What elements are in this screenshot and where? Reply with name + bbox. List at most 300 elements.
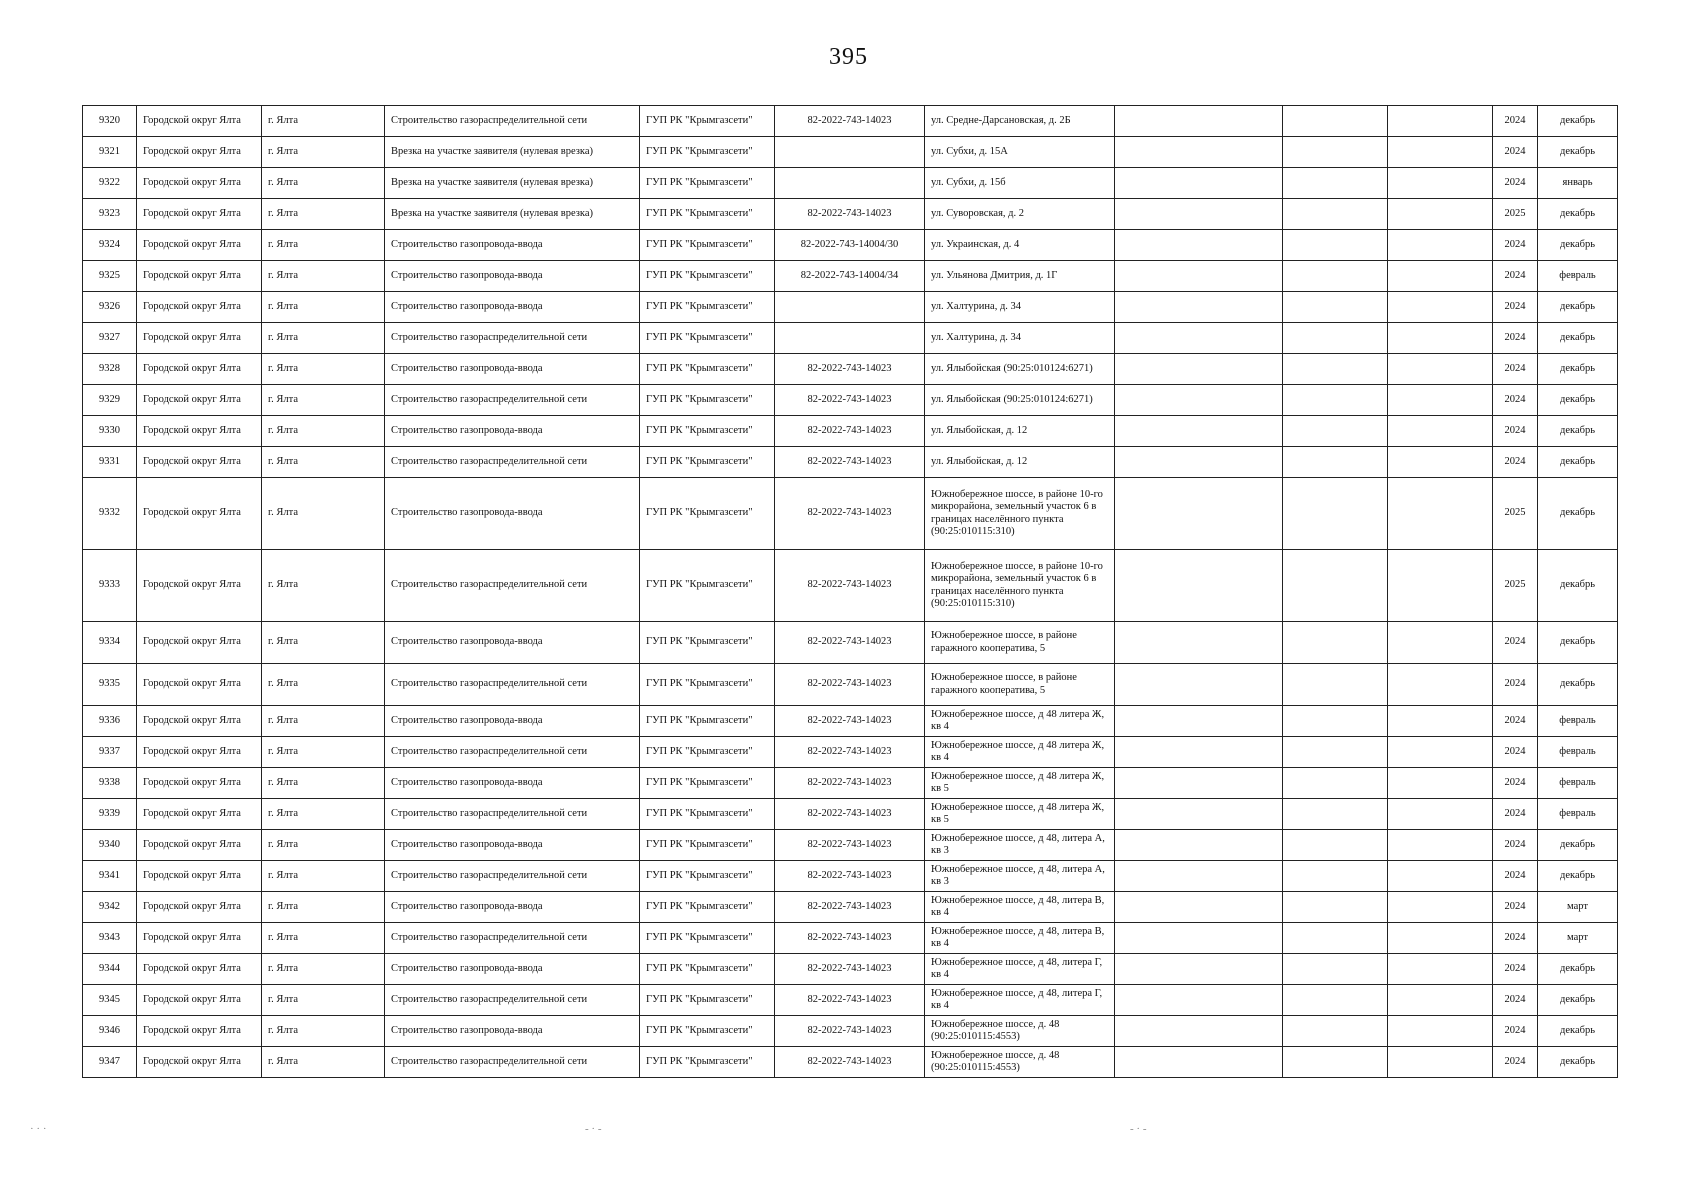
- cell-empty: [1115, 985, 1283, 1016]
- table-row: [83, 830, 1618, 861]
- cell-request-number: 82-2022-743-14023: [775, 861, 925, 892]
- cell-request-number: [775, 137, 925, 168]
- cell-empty: [1388, 106, 1493, 137]
- table-row: [83, 199, 1618, 230]
- cell-operator: ГУП РК "Крымгазсети": [640, 261, 775, 292]
- cell-work-type: Строительство газопровода-ввода: [385, 478, 640, 550]
- cell-number: 9343: [83, 923, 137, 954]
- cell-request-number: 82-2022-743-14023: [775, 106, 925, 137]
- cell-request-number: 82-2022-743-14023: [775, 1016, 925, 1047]
- cell-empty: [1388, 354, 1493, 385]
- cell-empty: [1115, 954, 1283, 985]
- cell-year: 2024: [1493, 354, 1538, 385]
- cell-request-number: 82-2022-743-14004/34: [775, 261, 925, 292]
- cell-empty: [1388, 737, 1493, 768]
- cell-month: декабрь: [1538, 230, 1618, 261]
- cell-number: 9337: [83, 737, 137, 768]
- cell-work-type: Строительство газопровода-ввода: [385, 830, 640, 861]
- cell-operator: ГУП РК "Крымгазсети": [640, 550, 775, 622]
- cell-year: 2024: [1493, 799, 1538, 830]
- cell-request-number: 82-2022-743-14023: [775, 892, 925, 923]
- cell-municipality: Городской округ Ялта: [137, 892, 262, 923]
- cell-month: декабрь: [1538, 550, 1618, 622]
- cell-empty: [1115, 830, 1283, 861]
- cell-month: январь: [1538, 168, 1618, 199]
- cell-municipality: Городской округ Ялта: [137, 1016, 262, 1047]
- cell-empty: [1283, 1047, 1388, 1078]
- cell-municipality: Городской округ Ялта: [137, 478, 262, 550]
- cell-number: 9341: [83, 861, 137, 892]
- cell-settlement: г. Ялта: [262, 799, 385, 830]
- cell-empty: [1115, 664, 1283, 706]
- cell-request-number: 82-2022-743-14023: [775, 923, 925, 954]
- cell-operator: ГУП РК "Крымгазсети": [640, 954, 775, 985]
- cell-settlement: г. Ялта: [262, 954, 385, 985]
- cell-work-type: Врезка на участке заявителя (нулевая врезка): [385, 168, 640, 199]
- cell-work-type: Строительство газораспределительной сети: [385, 985, 640, 1016]
- cell-settlement: г. Ялта: [262, 385, 385, 416]
- cell-year: 2024: [1493, 137, 1538, 168]
- table-row: [83, 622, 1618, 664]
- scan-artifact: · · ·: [30, 1123, 47, 1135]
- cell-empty: [1283, 230, 1388, 261]
- cell-month: декабрь: [1538, 622, 1618, 664]
- cell-year: 2024: [1493, 664, 1538, 706]
- cell-settlement: г. Ялта: [262, 1016, 385, 1047]
- cell-number: 9320: [83, 106, 137, 137]
- cell-municipality: Городской округ Ялта: [137, 261, 262, 292]
- cell-year: 2024: [1493, 230, 1538, 261]
- cell-empty: [1283, 923, 1388, 954]
- cell-number: 9325: [83, 261, 137, 292]
- cell-empty: [1388, 1047, 1493, 1078]
- cell-request-number: 82-2022-743-14023: [775, 478, 925, 550]
- cell-empty: [1388, 292, 1493, 323]
- cell-empty: [1115, 768, 1283, 799]
- table-row: [83, 1047, 1618, 1078]
- table-row: [83, 799, 1618, 830]
- cell-empty: [1115, 416, 1283, 447]
- cell-operator: ГУП РК "Крымгазсети": [640, 830, 775, 861]
- cell-request-number: [775, 168, 925, 199]
- cell-settlement: г. Ялта: [262, 830, 385, 861]
- cell-operator: ГУП РК "Крымгазсети": [640, 323, 775, 354]
- cell-municipality: Городской округ Ялта: [137, 861, 262, 892]
- cell-empty: [1115, 550, 1283, 622]
- cell-empty: [1388, 447, 1493, 478]
- cell-empty: [1283, 1016, 1388, 1047]
- cell-address: ул. Халтурина, д. 34: [925, 292, 1115, 323]
- cell-empty: [1115, 385, 1283, 416]
- cell-municipality: Городской округ Ялта: [137, 230, 262, 261]
- cell-empty: [1388, 768, 1493, 799]
- cell-month: февраль: [1538, 261, 1618, 292]
- cell-empty: [1283, 892, 1388, 923]
- cell-settlement: г. Ялта: [262, 416, 385, 447]
- cell-request-number: 82-2022-743-14023: [775, 954, 925, 985]
- cell-year: 2024: [1493, 985, 1538, 1016]
- cell-address: ул. Субхи, д. 15б: [925, 168, 1115, 199]
- cell-settlement: г. Ялта: [262, 892, 385, 923]
- cell-settlement: г. Ялта: [262, 199, 385, 230]
- cell-empty: [1115, 106, 1283, 137]
- cell-settlement: г. Ялта: [262, 861, 385, 892]
- cell-number: 9321: [83, 137, 137, 168]
- cell-number: 9328: [83, 354, 137, 385]
- cell-work-type: Строительство газопровода-ввода: [385, 954, 640, 985]
- cell-work-type: Строительство газораспределительной сети: [385, 664, 640, 706]
- cell-operator: ГУП РК "Крымгазсети": [640, 799, 775, 830]
- cell-operator: ГУП РК "Крымгазсети": [640, 199, 775, 230]
- cell-empty: [1115, 923, 1283, 954]
- cell-number: 9324: [83, 230, 137, 261]
- cell-operator: ГУП РК "Крымгазсети": [640, 985, 775, 1016]
- cell-empty: [1283, 199, 1388, 230]
- cell-empty: [1283, 799, 1388, 830]
- cell-empty: [1388, 830, 1493, 861]
- cell-number: 9329: [83, 385, 137, 416]
- cell-year: 2024: [1493, 622, 1538, 664]
- cell-operator: ГУП РК "Крымгазсети": [640, 622, 775, 664]
- cell-empty: [1115, 1047, 1283, 1078]
- cell-month: декабрь: [1538, 385, 1618, 416]
- cell-settlement: г. Ялта: [262, 447, 385, 478]
- cell-address: Южнобережное шоссе, д. 48 (90:25:010115:4553): [925, 1016, 1115, 1047]
- cell-operator: ГУП РК "Крымгазсети": [640, 892, 775, 923]
- page-number: 395: [829, 44, 868, 70]
- gasification-table: [82, 105, 1618, 1078]
- cell-empty: [1388, 622, 1493, 664]
- cell-municipality: Городской округ Ялта: [137, 923, 262, 954]
- table-row: [83, 550, 1618, 622]
- cell-number: 9344: [83, 954, 137, 985]
- cell-month: февраль: [1538, 737, 1618, 768]
- cell-month: февраль: [1538, 799, 1618, 830]
- cell-address: Южнобережное шоссе, д 48 литера Ж, кв 5: [925, 768, 1115, 799]
- cell-settlement: г. Ялта: [262, 550, 385, 622]
- cell-address: Южнобережное шоссе, д. 48 (90:25:010115:4553): [925, 1047, 1115, 1078]
- cell-month: декабрь: [1538, 199, 1618, 230]
- cell-empty: [1283, 447, 1388, 478]
- cell-empty: [1283, 354, 1388, 385]
- cell-empty: [1388, 923, 1493, 954]
- cell-municipality: Городской округ Ялта: [137, 768, 262, 799]
- cell-year: 2025: [1493, 199, 1538, 230]
- cell-empty: [1115, 861, 1283, 892]
- cell-empty: [1388, 137, 1493, 168]
- table-row: [83, 954, 1618, 985]
- cell-settlement: г. Ялта: [262, 354, 385, 385]
- cell-empty: [1388, 861, 1493, 892]
- cell-month: декабрь: [1538, 1016, 1618, 1047]
- cell-work-type: Строительство газораспределительной сети: [385, 799, 640, 830]
- cell-operator: ГУП РК "Крымгазсети": [640, 354, 775, 385]
- cell-address: Южнобережное шоссе, д 48, литера А, кв 3: [925, 830, 1115, 861]
- cell-number: 9335: [83, 664, 137, 706]
- cell-year: 2024: [1493, 106, 1538, 137]
- cell-municipality: Городской округ Ялта: [137, 799, 262, 830]
- cell-request-number: 82-2022-743-14023: [775, 447, 925, 478]
- cell-municipality: Городской округ Ялта: [137, 137, 262, 168]
- cell-settlement: г. Ялта: [262, 923, 385, 954]
- cell-empty: [1115, 478, 1283, 550]
- cell-number: 9322: [83, 168, 137, 199]
- cell-month: февраль: [1538, 706, 1618, 737]
- cell-month: март: [1538, 923, 1618, 954]
- cell-operator: ГУП РК "Крымгазсети": [640, 478, 775, 550]
- cell-work-type: Строительство газораспределительной сети: [385, 447, 640, 478]
- cell-empty: [1283, 830, 1388, 861]
- cell-empty: [1115, 168, 1283, 199]
- table-row: [83, 768, 1618, 799]
- cell-settlement: г. Ялта: [262, 1047, 385, 1078]
- cell-month: февраль: [1538, 768, 1618, 799]
- cell-settlement: г. Ялта: [262, 737, 385, 768]
- cell-work-type: Строительство газораспределительной сети: [385, 1047, 640, 1078]
- table-row: [83, 478, 1618, 550]
- cell-address: Южнобережное шоссе, д 48 литера Ж, кв 4: [925, 737, 1115, 768]
- cell-empty: [1388, 550, 1493, 622]
- cell-empty: [1388, 168, 1493, 199]
- cell-empty: [1283, 416, 1388, 447]
- cell-number: 9334: [83, 622, 137, 664]
- cell-operator: ГУП РК "Крымгазсети": [640, 664, 775, 706]
- cell-work-type: Строительство газораспределительной сети: [385, 737, 640, 768]
- cell-month: декабрь: [1538, 416, 1618, 447]
- cell-empty: [1388, 385, 1493, 416]
- cell-number: 9336: [83, 706, 137, 737]
- cell-number: 9331: [83, 447, 137, 478]
- table-row: [83, 706, 1618, 737]
- table-body: [83, 106, 1618, 1078]
- cell-request-number: 82-2022-743-14023: [775, 199, 925, 230]
- cell-address: Южнобережное шоссе, д 48, литера В, кв 4: [925, 892, 1115, 923]
- cell-request-number: 82-2022-743-14004/30: [775, 230, 925, 261]
- cell-municipality: Городской округ Ялта: [137, 292, 262, 323]
- cell-empty: [1283, 550, 1388, 622]
- cell-empty: [1115, 137, 1283, 168]
- cell-year: 2024: [1493, 737, 1538, 768]
- cell-empty: [1115, 447, 1283, 478]
- table-row: [83, 861, 1618, 892]
- cell-work-type: Строительство газопровода-ввода: [385, 416, 640, 447]
- cell-empty: [1388, 478, 1493, 550]
- cell-empty: [1283, 261, 1388, 292]
- table-row: [83, 737, 1618, 768]
- table-row: [83, 416, 1618, 447]
- cell-number: 9342: [83, 892, 137, 923]
- cell-address: ул. Суворовская, д. 2: [925, 199, 1115, 230]
- cell-municipality: Городской округ Ялта: [137, 447, 262, 478]
- cell-request-number: 82-2022-743-14023: [775, 985, 925, 1016]
- cell-month: декабрь: [1538, 861, 1618, 892]
- cell-number: 9323: [83, 199, 137, 230]
- cell-number: 9340: [83, 830, 137, 861]
- cell-municipality: Городской округ Ялта: [137, 385, 262, 416]
- cell-number: 9347: [83, 1047, 137, 1078]
- cell-empty: [1115, 737, 1283, 768]
- cell-operator: ГУП РК "Крымгазсети": [640, 768, 775, 799]
- cell-municipality: Городской округ Ялта: [137, 199, 262, 230]
- cell-year: 2024: [1493, 1047, 1538, 1078]
- cell-work-type: Строительство газопровода-ввода: [385, 892, 640, 923]
- cell-request-number: 82-2022-743-14023: [775, 622, 925, 664]
- table-row: [83, 137, 1618, 168]
- cell-address: ул. Украинская, д. 4: [925, 230, 1115, 261]
- cell-address: Южнобережное шоссе, д 48, литера В, кв 4: [925, 923, 1115, 954]
- cell-address: ул. Ялыбойская, д. 12: [925, 416, 1115, 447]
- cell-number: 9327: [83, 323, 137, 354]
- table-row: [83, 385, 1618, 416]
- cell-settlement: г. Ялта: [262, 985, 385, 1016]
- cell-operator: ГУП РК "Крымгазсети": [640, 385, 775, 416]
- cell-settlement: г. Ялта: [262, 168, 385, 199]
- cell-month: декабрь: [1538, 323, 1618, 354]
- cell-settlement: г. Ялта: [262, 664, 385, 706]
- cell-municipality: Городской округ Ялта: [137, 737, 262, 768]
- cell-request-number: 82-2022-743-14023: [775, 550, 925, 622]
- cell-operator: ГУП РК "Крымгазсети": [640, 137, 775, 168]
- cell-empty: [1115, 261, 1283, 292]
- cell-work-type: Строительство газораспределительной сети: [385, 323, 640, 354]
- cell-empty: [1388, 416, 1493, 447]
- cell-settlement: г. Ялта: [262, 261, 385, 292]
- cell-work-type: Строительство газопровода-ввода: [385, 354, 640, 385]
- cell-operator: ГУП РК "Крымгазсети": [640, 1016, 775, 1047]
- cell-work-type: Строительство газораспределительной сети: [385, 550, 640, 622]
- cell-empty: [1388, 230, 1493, 261]
- cell-empty: [1388, 799, 1493, 830]
- cell-empty: [1115, 706, 1283, 737]
- table-row: [83, 261, 1618, 292]
- cell-empty: [1283, 664, 1388, 706]
- cell-year: 2024: [1493, 768, 1538, 799]
- cell-settlement: г. Ялта: [262, 622, 385, 664]
- cell-address: Южнобережное шоссе, д 48, литера Г, кв 4: [925, 954, 1115, 985]
- cell-request-number: 82-2022-743-14023: [775, 737, 925, 768]
- cell-year: 2025: [1493, 550, 1538, 622]
- cell-month: декабрь: [1538, 292, 1618, 323]
- cell-year: 2024: [1493, 954, 1538, 985]
- cell-work-type: Строительство газопровода-ввода: [385, 292, 640, 323]
- cell-year: 2025: [1493, 478, 1538, 550]
- cell-month: декабрь: [1538, 106, 1618, 137]
- cell-number: 9330: [83, 416, 137, 447]
- cell-work-type: Строительство газопровода-ввода: [385, 261, 640, 292]
- cell-number: 9333: [83, 550, 137, 622]
- cell-year: 2024: [1493, 892, 1538, 923]
- cell-work-type: Строительство газораспределительной сети: [385, 106, 640, 137]
- cell-work-type: Строительство газопровода-ввода: [385, 768, 640, 799]
- cell-municipality: Городской округ Ялта: [137, 416, 262, 447]
- cell-empty: [1115, 622, 1283, 664]
- cell-municipality: Городской округ Ялта: [137, 323, 262, 354]
- cell-month: декабрь: [1538, 354, 1618, 385]
- cell-empty: [1283, 706, 1388, 737]
- cell-request-number: 82-2022-743-14023: [775, 706, 925, 737]
- cell-operator: ГУП РК "Крымгазсети": [640, 416, 775, 447]
- cell-operator: ГУП РК "Крымгазсети": [640, 168, 775, 199]
- cell-settlement: г. Ялта: [262, 137, 385, 168]
- cell-year: 2024: [1493, 292, 1538, 323]
- cell-month: декабрь: [1538, 985, 1618, 1016]
- cell-empty: [1388, 664, 1493, 706]
- cell-operator: ГУП РК "Крымгазсети": [640, 230, 775, 261]
- table-row: [83, 892, 1618, 923]
- cell-year: 2024: [1493, 830, 1538, 861]
- cell-empty: [1115, 292, 1283, 323]
- cell-work-type: Строительство газопровода-ввода: [385, 230, 640, 261]
- table-row: [83, 168, 1618, 199]
- cell-operator: ГУП РК "Крымгазсети": [640, 292, 775, 323]
- cell-work-type: Строительство газораспределительной сети: [385, 923, 640, 954]
- cell-request-number: [775, 292, 925, 323]
- cell-operator: ГУП РК "Крымгазсети": [640, 106, 775, 137]
- cell-empty: [1115, 323, 1283, 354]
- cell-work-type: Врезка на участке заявителя (нулевая врезка): [385, 199, 640, 230]
- cell-year: 2024: [1493, 261, 1538, 292]
- cell-request-number: 82-2022-743-14023: [775, 768, 925, 799]
- cell-work-type: Строительство газопровода-ввода: [385, 706, 640, 737]
- cell-request-number: 82-2022-743-14023: [775, 354, 925, 385]
- cell-empty: [1388, 261, 1493, 292]
- cell-operator: ГУП РК "Крымгазсети": [640, 923, 775, 954]
- cell-number: 9345: [83, 985, 137, 1016]
- cell-empty: [1388, 954, 1493, 985]
- table-row: [83, 1016, 1618, 1047]
- cell-address: Южнобережное шоссе, в районе гаражного кооператива, 5: [925, 622, 1115, 664]
- cell-empty: [1115, 199, 1283, 230]
- cell-month: декабрь: [1538, 954, 1618, 985]
- cell-settlement: г. Ялта: [262, 706, 385, 737]
- cell-request-number: 82-2022-743-14023: [775, 830, 925, 861]
- cell-municipality: Городской округ Ялта: [137, 106, 262, 137]
- cell-address: ул. Ялыбойская (90:25:010124:6271): [925, 385, 1115, 416]
- cell-year: 2024: [1493, 385, 1538, 416]
- cell-empty: [1115, 230, 1283, 261]
- cell-settlement: г. Ялта: [262, 230, 385, 261]
- cell-empty: [1115, 799, 1283, 830]
- cell-municipality: Городской округ Ялта: [137, 354, 262, 385]
- cell-request-number: 82-2022-743-14023: [775, 664, 925, 706]
- cell-settlement: г. Ялта: [262, 768, 385, 799]
- cell-empty: [1388, 892, 1493, 923]
- cell-operator: ГУП РК "Крымгазсети": [640, 447, 775, 478]
- cell-address: Южнобережное шоссе, д 48 литера Ж, кв 4: [925, 706, 1115, 737]
- cell-year: 2024: [1493, 1016, 1538, 1047]
- table-row: [83, 106, 1618, 137]
- cell-empty: [1283, 106, 1388, 137]
- table-row: [83, 354, 1618, 385]
- cell-address: Южнобережное шоссе, д 48, литера Г, кв 4: [925, 985, 1115, 1016]
- cell-address: ул. Ульянова Дмитрия, д. 1Г: [925, 261, 1115, 292]
- cell-number: 9326: [83, 292, 137, 323]
- cell-empty: [1283, 323, 1388, 354]
- cell-work-type: Строительство газораспределительной сети: [385, 861, 640, 892]
- cell-number: 9339: [83, 799, 137, 830]
- cell-work-type: Строительство газораспределительной сети: [385, 385, 640, 416]
- cell-address: ул. Халтурина, д. 34: [925, 323, 1115, 354]
- cell-operator: ГУП РК "Крымгазсети": [640, 861, 775, 892]
- cell-empty: [1283, 861, 1388, 892]
- cell-year: 2024: [1493, 168, 1538, 199]
- cell-municipality: Городской округ Ялта: [137, 550, 262, 622]
- cell-municipality: Городской округ Ялта: [137, 954, 262, 985]
- cell-month: декабрь: [1538, 664, 1618, 706]
- table-row: [83, 230, 1618, 261]
- cell-empty: [1283, 737, 1388, 768]
- table-row: [83, 292, 1618, 323]
